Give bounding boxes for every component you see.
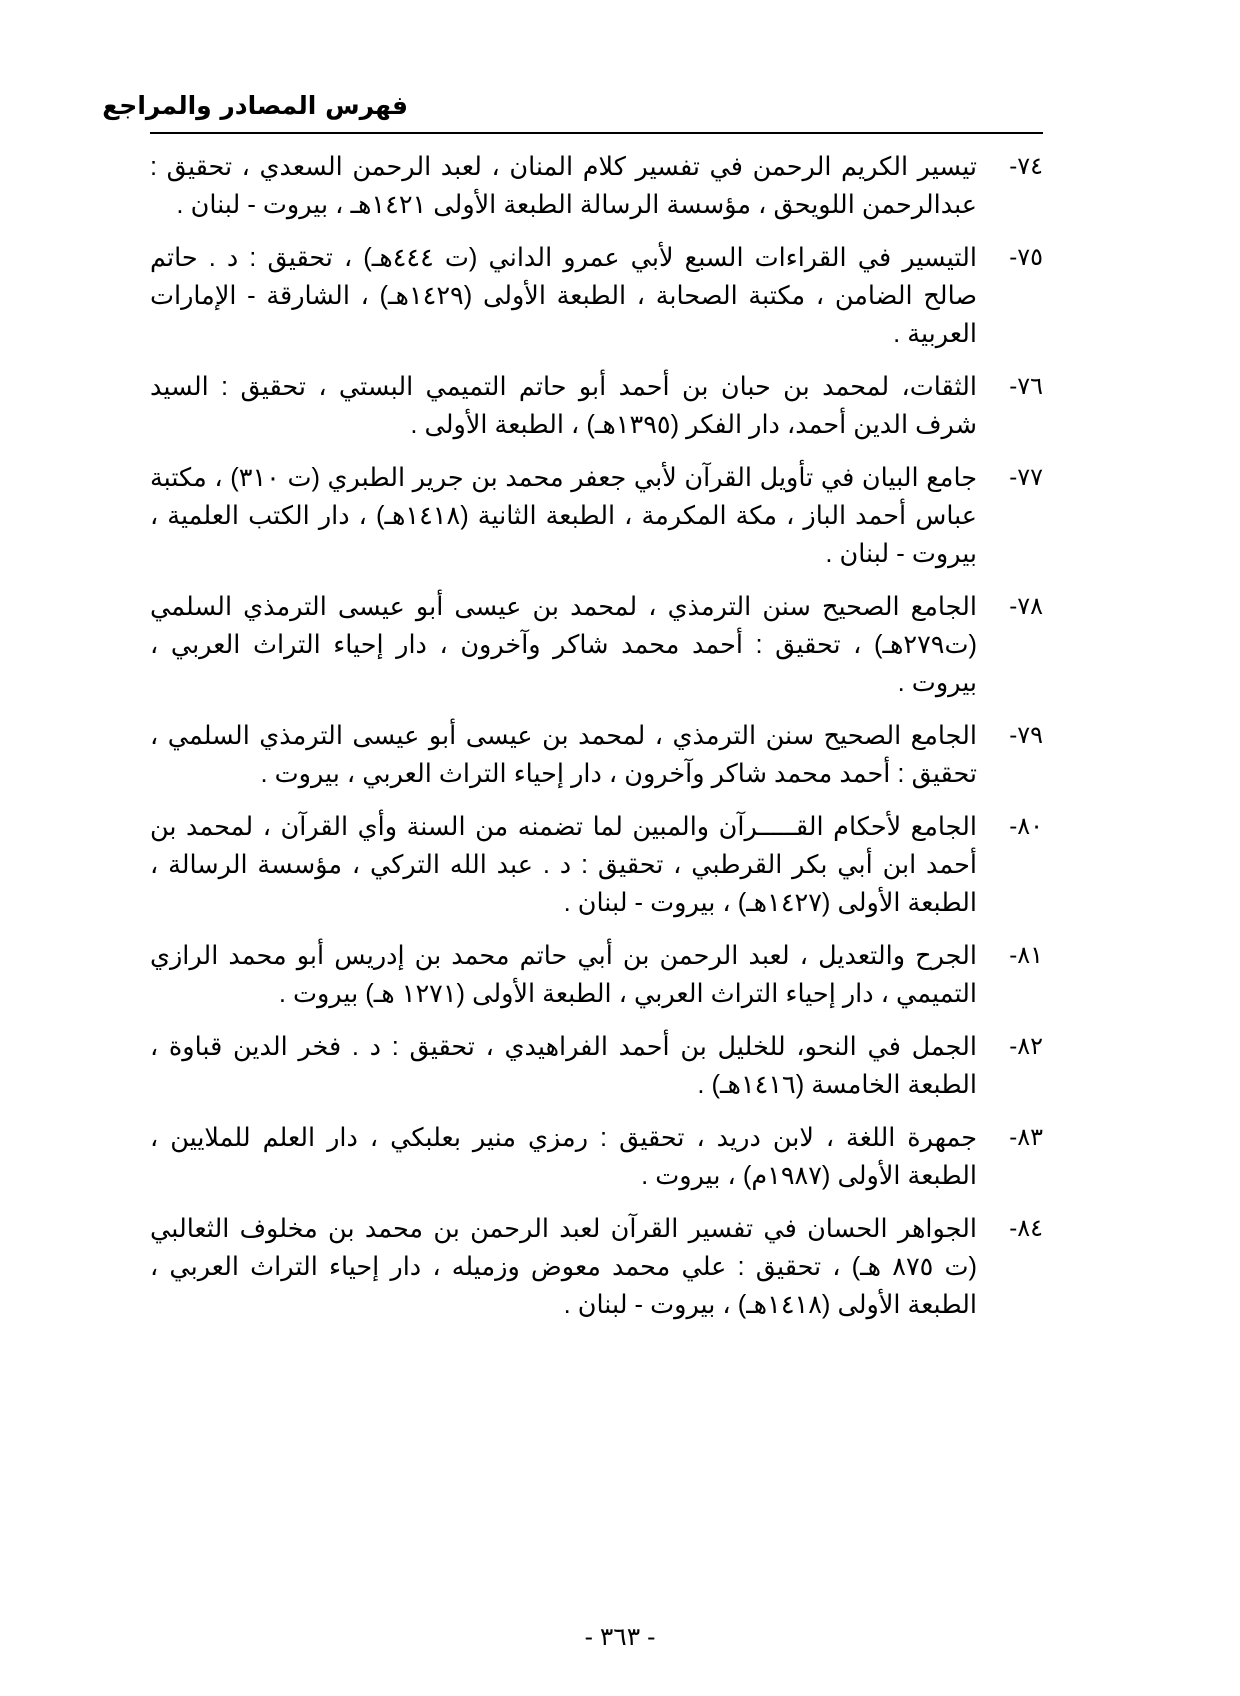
- entry-number: ٧٨-: [1009, 593, 1043, 620]
- entry-text: الجرح والتعديل ، لعبد الرحمن بن أبي حاتم محمد بن إدريس أبو محمد الرازي التميمي ، دار إحياء التراث العربي ، الطبعة الأولى (١٢٧١ هـ) بيروت .: [150, 942, 977, 1008]
- entry-number: ٨٤-: [1009, 1215, 1043, 1242]
- entry-text: الجمل في النحو، للخليل بن أحمد الفراهيدي ، تحقيق : د . فخر الدين قباوة ، الطبعة الخامسة (١٤١٦هـ) .: [150, 1033, 977, 1099]
- entry-text: جمهرة اللغة ، لابن دريد ، تحقيق : رمزي منير بعلبكي ، دار العلم للملايين ، الطبعة الأولى (١٩٨٧م) ، بيروت .: [150, 1124, 977, 1190]
- entry-number: ٧٥-: [1009, 244, 1043, 271]
- bibliography-entry: [150, 1119, 1043, 1195]
- page-header-title: فهرس المصادر والمراجع: [102, 91, 408, 120]
- entry-text: جامع البيان في تأويل القرآن لأبي جعفر محمد بن جرير الطبري (ت ٣١٠) ، مكتبة عباس أحمد الباز ، مكة المكرمة ، الطبعة الثانية (١٤١٨هـ) ، دار الكتب العلمية ، بيروت - لبنان .: [150, 464, 977, 568]
- header-divider: [150, 132, 1043, 134]
- entry-text: الجامع الصحيح سنن الترمذي ، لمحمد بن عيسى أبو عيسى الترمذي السلمي ، تحقيق : أحمد محمد شاكر وآخرون ، دار إحياء التراث العربي ، بيروت .: [150, 722, 977, 788]
- bibliography-entry: [150, 808, 1043, 922]
- entry-text: تيسير الكريم الرحمن في تفسير كلام المنان ، لعبد الرحمن السعدي ، تحقيق : عبدالرحمن اللويحق ، مؤسسة الرسالة الطبعة الأولى ١٤٢١هـ ، بيروت - لبنان .: [150, 153, 977, 219]
- bibliography-entry: [150, 239, 1043, 353]
- bibliography-entry: [150, 937, 1043, 1013]
- entry-text: الجامع لأحكام القـــــرآن والمبين لما تضمنه من السنة وأي القرآن ، لمحمد بن أحمد ابن أبي بكر القرطبي ، تحقيق : د . عبد الله التركي ، مؤسسة الرسالة ، الطبعة الأولى (١٤٢٧هـ) ، بيروت - لبنان .: [150, 813, 977, 917]
- entry-text: الجامع الصحيح سنن الترمذي ، لمحمد بن عيسى أبو عيسى الترمذي السلمي (ت٢٧٩هـ) ، تحقيق : أحمد محمد شاكر وآخرون ، دار إحياء التراث العربي ، بيروت .: [150, 593, 977, 697]
- bibliography-entry: [150, 148, 1043, 224]
- entry-number: ٨٣-: [1009, 1124, 1043, 1151]
- bibliography-list: [150, 148, 1043, 1339]
- page-number: - ٣٦٣ -: [584, 1623, 656, 1651]
- entry-number: ٧٩-: [1009, 722, 1043, 749]
- bibliography-entry: [150, 588, 1043, 702]
- entry-number: ٧٦-: [1009, 373, 1043, 400]
- entry-number: ٨١-: [1009, 942, 1043, 969]
- entry-number: ٨٢-: [1009, 1033, 1043, 1060]
- bibliography-entry: [150, 717, 1043, 793]
- bibliography-entry: [150, 1028, 1043, 1104]
- entry-number: ٧٧-: [1009, 464, 1043, 491]
- entry-number: ٨٠-: [1009, 813, 1043, 840]
- entry-text: الثقات، لمحمد بن حبان بن أحمد أبو حاتم التميمي البستي ، تحقيق : السيد شرف الدين أحمد، دار الفكر (١٣٩٥هـ) ، الطبعة الأولى .: [150, 373, 977, 439]
- entry-number: ٧٤-: [1009, 153, 1043, 180]
- bibliography-entry: [150, 1210, 1043, 1324]
- bibliography-entry: [150, 459, 1043, 573]
- entry-text: الجواهر الحسان في تفسير القرآن لعبد الرحمن بن محمد بن مخلوف الثعالبي (ت ٨٧٥ هـ) ، تحقيق : علي محمد معوض وزميله ، دار إحياء التراث العربي ، الطبعة الأولى (١٤١٨هـ) ، بيروت - لبنان .: [150, 1215, 977, 1319]
- bibliography-entry: [150, 368, 1043, 444]
- entry-text: التيسير في القراءات السبع لأبي عمرو الداني (ت ٤٤٤هـ) ، تحقيق : د . حاتم صالح الضامن ، مكتبة الصحابة ، الطبعة الأولى (١٤٢٩هـ) ، الشارقة - الإمارات العربية .: [150, 244, 977, 348]
